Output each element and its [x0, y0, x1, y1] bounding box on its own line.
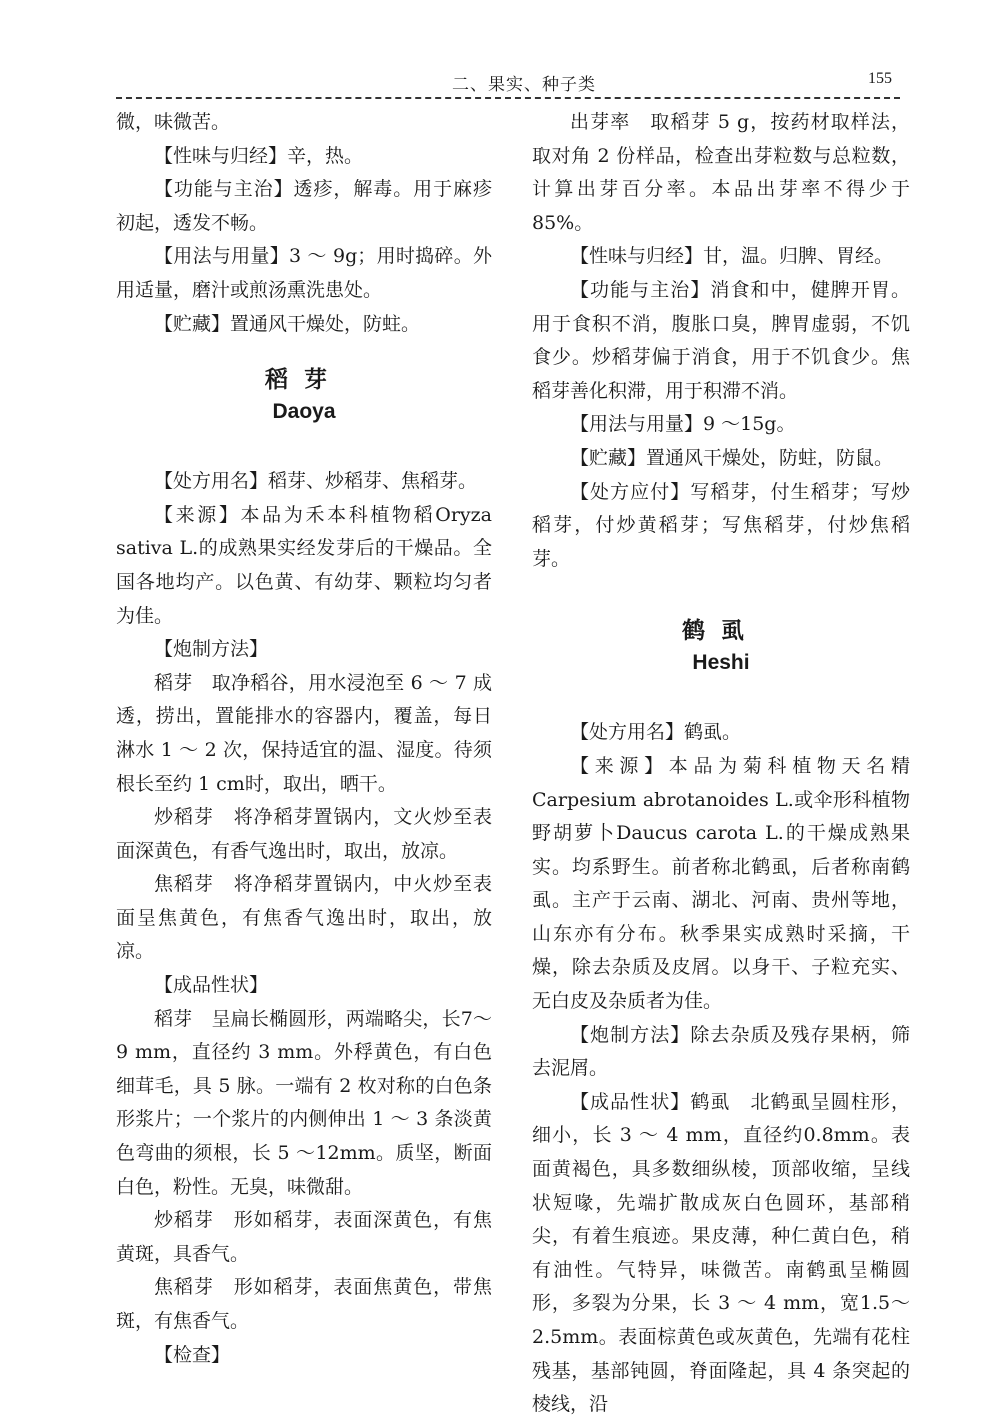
left-paragraph: 稻芽 呈扁长椭圆形，两端略尖，长7～9 mm，直径约 3 mm。外稃黄色，有白色细茸毛，具 5 脉。一端有 2 枚对称的白色条形浆片；一个浆片的内侧伸出 1 ～ 3 条淡黄色弯曲的须根，长 5 ～12mm。质坚，断面白色，粉性。无臭，味微甜。 [116, 1007, 492, 1198]
left-paragraph: 【性味与归经】辛，热。 [154, 144, 364, 167]
right-paragraph: 【功能与主治】消食和中，健脾开胃。用于食积不消，腹胀口臭，脾胃虚弱，不饥食少。炒稻芽偏于消食，用于不饥食少。焦稻芽善化积滞，用于积滞不消。 [532, 278, 910, 402]
right-paragraph: 【用法与用量】9 ～15g。 [570, 413, 796, 436]
right-paragraph: 【贮藏】置通风干燥处，防蛀，防鼠。 [570, 446, 894, 469]
left-paragraph: 【贮藏】置通风干燥处，防蛀。 [154, 312, 421, 335]
right-paragraph: 【来源】本品为菊科植物天名精Carpesium abrotanoides L.或伞形科植物野胡萝卜Daucus carota L.的干燥成熟果实。均系野生。前者称北鹤虱，后者称南鹤虱。主产于云南、湖北、河南、贵州等地，山东亦有分布。秋季果实成熟时采摘，干燥，除去杂质及皮屑。以身干、子粒充实、无白皮及杂质者为佳。 [532, 754, 910, 1013]
left-paragraph: 稻芽 取净稻谷，用水浸泡至 6 ～ 7 成透，捞出，置能排水的容器内，覆盖，每日淋水 1 ～ 2 次，保持适宜的温、湿度。待须根长至约 1 cm时，取出，晒干。 [116, 671, 492, 795]
left-paragraph: 【用法与用量】3 ～ 9g；用时捣碎。外用适量，磨汁或煎汤熏洗患处。 [116, 245, 492, 301]
left-column [116, 106, 492, 1372]
left-paragraph: 焦稻芽 将净稻芽置锅内，中火炒至表面呈焦黄色，有焦香气逸出时，取出，放凉。 [116, 873, 492, 963]
right-paragraph: 【处方用名】鹤虱。 [570, 721, 742, 744]
left-paragraph: 炒稻芽 将净稻芽置锅内，文火炒至表面深黄色，有香气逸出时，取出，放凉。 [116, 806, 492, 862]
entry-pinyin-heshi: Heshi [692, 651, 750, 675]
left-paragraph: 微，味微苦。 [116, 111, 231, 133]
right-paragraph: 【成品性状】鹤虱 北鹤虱呈圆柱形，细小，长 3 ～ 4 mm，直径约0.8mm。表面黄褐色，具多数细纵棱，顶部收缩，呈线状短喙，先端扩散成灰白色圆环，基部稍尖，有着生痕迹。果皮薄，种仁黄白色，稍有油性。气特异，味微苦。南鹤虱呈椭圆形，多裂为分果，长 3 ～ 4 mm，宽1.5～2.5mm。表面棕黄色或灰黄色，先端有花柱残基，基部钝圆，脊面隆起，具 4 条突起的棱线，沿 [532, 1090, 910, 1416]
left-paragraph: 炒稻芽 形如稻芽，表面深黄色，有焦黄斑，具香气。 [116, 1209, 492, 1265]
left-paragraph: 焦稻芽 形如稻芽，表面焦黄色，带焦斑，有焦香气。 [116, 1276, 492, 1332]
left-paragraph: 【处方用名】稻芽、炒稻芽、焦稻芽。 [154, 470, 478, 493]
left-paragraph: 【功能与主治】透疹，解毒。用于麻疹初起，透发不畅。 [116, 178, 492, 234]
left-paragraph: 【炮制方法】 [154, 638, 269, 661]
left-paragraph: 【来源】本品为禾本科植物稻Oryza sativa L.的成熟果实经发芽后的干燥品。全国各地均产。以色黄、有幼芽、颗粒均匀者为佳。 [116, 503, 492, 627]
page-number: 155 [868, 70, 892, 87]
right-column [532, 106, 910, 1422]
right-paragraph: 出芽率 取稻芽 5 g，按药材取样法，取对角 2 份样品，检查出芽粒数与总粒数，计算出芽百分率。本品出芽率不得少于85%。 [532, 111, 910, 234]
right-paragraph: 【处方应付】写稻芽，付生稻芽；写炒稻芽，付炒黄稻芽；写焦稻芽，付炒焦稻芽。 [532, 480, 910, 570]
left-paragraph: 【成品性状】 [154, 974, 269, 997]
entry-pinyin-daoya: Daoya [272, 400, 336, 424]
entry-title-daoya: 稻芽 [265, 367, 343, 394]
right-paragraph: 【炮制方法】除去杂质及残存果柄，筛去泥屑。 [532, 1023, 910, 1080]
right-paragraph: 【性味与归经】甘，温。归脾、胃经。 [570, 245, 894, 268]
header-rule [116, 97, 900, 99]
entry-title-heshi: 鹤虱 [682, 618, 760, 645]
left-paragraph: 【检查】 [154, 1343, 231, 1366]
running-header-title: 二、果实、种子类 [452, 75, 596, 95]
